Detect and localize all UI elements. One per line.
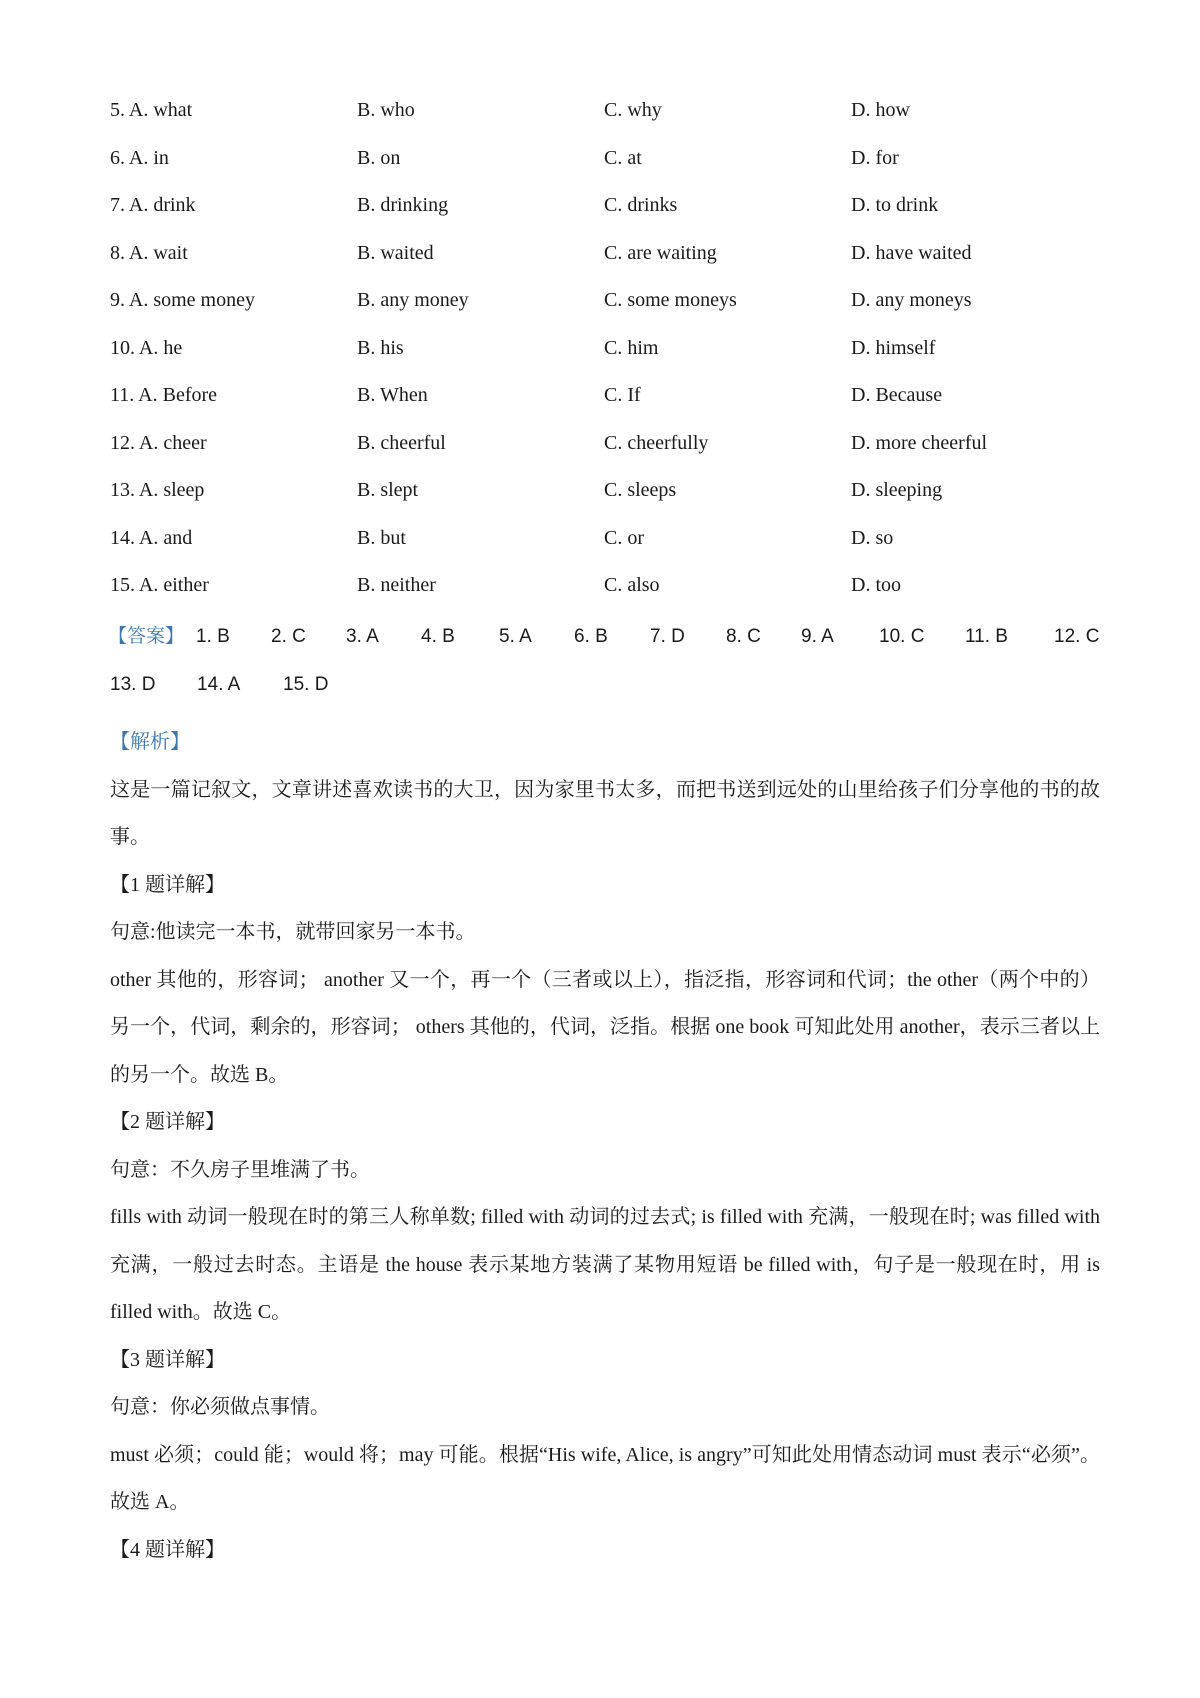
option-row xyxy=(110,288,1110,336)
option-d: D. sleeping xyxy=(851,479,943,501)
option-b: B. on xyxy=(357,146,401,169)
detail-explanation: fills with 动词一般现在时的第三人称单数; filled with 动词的过去式; is filled with 充满，一般现在时; was filled with 充满，一般过去时态。主语是 the house 表示某地方装满了某物用短语 be filled with，句子是一般现在时，用 is filled with。故选 C。 xyxy=(110,1206,1100,1323)
option-d: D. Because xyxy=(851,384,943,406)
option-b: B. cheerful xyxy=(357,431,446,454)
answer-item: 15. D xyxy=(283,673,329,695)
option-b: B. waited xyxy=(357,241,434,264)
option-b: B. any money xyxy=(357,289,469,311)
option-b: B. who xyxy=(357,99,415,121)
answer-item: 6. B xyxy=(574,626,608,647)
answer-item: 8. C xyxy=(726,626,761,647)
detail-meaning: 句意：你必须做点事情。 xyxy=(110,1396,330,1418)
option-c: C. why xyxy=(604,99,662,121)
option-row xyxy=(110,573,1110,621)
option-c: C. at xyxy=(604,146,642,169)
option-c: C. cheerfully xyxy=(604,431,709,454)
detail-heading: 【4 题详解】 xyxy=(110,1538,225,1561)
option-c: C. If xyxy=(604,384,641,406)
analysis-section xyxy=(110,719,1100,1574)
detail-heading: 【3 题详解】 xyxy=(110,1348,225,1371)
option-d: D. so xyxy=(851,526,894,549)
detail-heading: 【1 题详解】 xyxy=(110,873,225,896)
option-row xyxy=(110,478,1110,526)
option-a: 15. A. either xyxy=(110,574,209,596)
answer-item: 9. A xyxy=(801,626,834,647)
option-row xyxy=(110,98,1110,146)
option-a: 5. A. what xyxy=(110,99,193,121)
answer-key xyxy=(110,625,1110,720)
answer-label: 【答案】 xyxy=(108,626,185,647)
option-d: D. to drink xyxy=(851,194,939,216)
option-d: D. himself xyxy=(851,336,936,359)
option-d: D. how xyxy=(851,99,910,121)
option-c: C. drinks xyxy=(604,194,678,216)
option-b: B. drinking xyxy=(357,194,449,216)
option-a: 10. A. he xyxy=(110,336,183,359)
option-d: D. have waited xyxy=(851,241,972,264)
option-row xyxy=(110,383,1110,431)
option-b: B. neither xyxy=(357,574,436,596)
option-row xyxy=(110,526,1110,574)
option-b: B. but xyxy=(357,526,406,549)
option-c: C. also xyxy=(604,574,660,596)
option-row xyxy=(110,336,1110,384)
option-a: 12. A. cheer xyxy=(110,431,207,454)
answer-item: 10. C xyxy=(879,626,925,647)
option-c: C. him xyxy=(604,336,659,359)
option-b: B. slept xyxy=(357,479,419,501)
answer-item: 14. A xyxy=(197,673,241,695)
analysis-summary: 这是一篇记叙文，文章讲述喜欢读书的大卫，因为家里书太多，而把书送到远处的山里给孩子们分享他的书的故事。 xyxy=(110,778,1100,848)
answer-line xyxy=(110,625,1110,673)
option-c: C. or xyxy=(604,526,644,549)
option-a: 6. A. in xyxy=(110,146,169,169)
answer-item: 4. B xyxy=(421,626,455,647)
detail-heading: 【2 题详解】 xyxy=(110,1111,225,1133)
option-d: D. for xyxy=(851,146,899,169)
option-b: B. When xyxy=(357,384,428,406)
option-list xyxy=(110,98,1110,621)
answer-item: 12. C xyxy=(1054,626,1100,647)
answer-item: 7. D xyxy=(650,626,685,647)
option-c: C. some moneys xyxy=(604,289,737,311)
option-c: C. sleeps xyxy=(604,479,677,501)
answer-line xyxy=(110,673,1110,721)
answer-item: 1. B xyxy=(196,626,230,647)
analysis-label: 【解析】 xyxy=(110,731,190,753)
detail-explanation: must 必须；could 能；would 将；may 可能。根据“His wife, Alice, is angry”可知此处用情态动词 must 表示“必须”。故选 A。 xyxy=(110,1443,1100,1513)
option-d: D. too xyxy=(851,574,901,596)
option-a: 9. A. some money xyxy=(110,289,255,311)
answer-item: 5. A xyxy=(499,626,532,647)
option-row xyxy=(110,146,1110,194)
option-d: D. more cheerful xyxy=(851,431,988,454)
option-a: 13. A. sleep xyxy=(110,479,205,501)
answer-item: 11. B xyxy=(965,626,1008,647)
option-row xyxy=(110,193,1110,241)
answer-item: 3. A xyxy=(346,626,379,647)
option-c: C. are waiting xyxy=(604,241,717,264)
option-a: 14. A. and xyxy=(110,526,193,549)
answer-item: 13. D xyxy=(110,673,156,695)
detail-meaning: 句意：不久房子里堆满了书。 xyxy=(110,1158,370,1181)
option-a: 8. A. wait xyxy=(110,241,188,264)
detail-explanation: other 其他的，形容词； another 又一个，再一个（三者或以上），指泛指，形容词和代词；the other（两个中的）另一个，代词，剩余的，形容词； others 其他的，代词，泛指。根据 one book 可知此处用 another，表示三者以上的另一个。故选 B。 xyxy=(110,968,1100,1086)
option-row xyxy=(110,241,1110,289)
option-d: D. any moneys xyxy=(851,289,972,311)
answer-item: 2. C xyxy=(271,626,306,647)
option-a: 7. A. drink xyxy=(110,194,196,216)
option-a: 11. A. Before xyxy=(110,384,218,406)
option-row xyxy=(110,431,1110,479)
detail-meaning: 句意:他读完一本书，就带回家另一本书。 xyxy=(110,921,476,943)
option-b: B. his xyxy=(357,336,404,359)
